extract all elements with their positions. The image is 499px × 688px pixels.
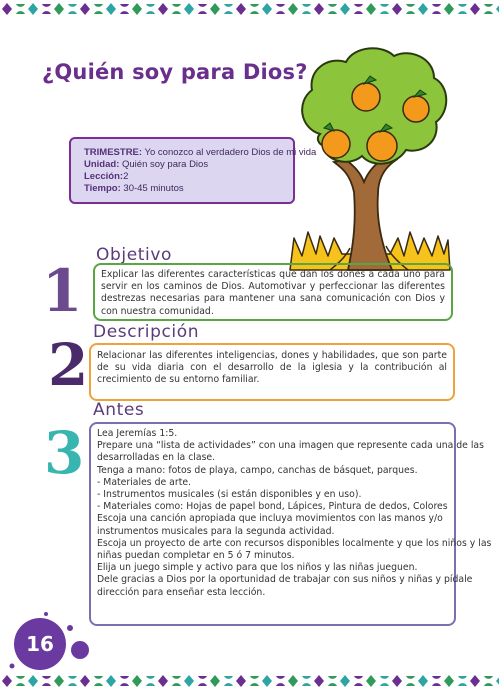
border-halfcircle [94,4,103,14]
antes-box [89,422,492,626]
border-halfcircle [68,4,77,14]
border-halfcircle [146,4,155,14]
border-halfcircle [406,4,415,14]
antes-line: Elija un juego simple y activo para que los niños y las niñas jueguen. [97,562,418,574]
antes-line: - Materiales de arte. [97,476,192,488]
antes-line: Escoja una canción apropiada que incluya movimientos con las manos y/o [97,513,443,525]
unidad-value: Quién soy para Dios [122,159,209,170]
border-diamond [314,675,324,687]
border-diamond [288,675,298,687]
border-diamond [236,675,246,687]
top-decorative-border [0,2,499,16]
border-diamond [314,3,324,15]
antes-line: - Instrumentos musicales (si están disponibles y en uso). [97,489,362,501]
orange-tree-illustration [290,42,450,272]
leccion-label: Lección: [84,171,124,182]
border-halfcircle [380,676,389,686]
border-halfcircle [42,4,51,14]
border-diamond [210,3,220,15]
border-diamond [340,675,350,687]
border-halfcircle [406,676,415,686]
antes-line: Prepare una “lista de actividades” con una imagen que represente cada una de las [97,440,484,452]
info-tiempo [84,183,283,195]
border-halfcircle [328,676,337,686]
border-halfcircle [458,676,467,686]
objetivo-text: Explicar las diferentes características que dan los dones a cada uno para servir en los caminos de Dios. Automotivar y perfeccionar las diferentes destrezas necesarias para mantener una sana comunicación con Dios y con nuestra comunidad. [101,269,445,317]
info-unidad [84,159,283,171]
border-halfcircle [380,4,389,14]
border-halfcircle [42,676,51,686]
tiempo-value: 30-45 minutos [123,183,184,194]
border-halfcircle [198,4,207,14]
border-diamond [80,675,90,687]
tree-trunk [334,158,396,270]
section-heading-antes: Antes [93,400,145,420]
border-diamond [340,3,350,15]
tiempo-label: Tiempo: [84,183,121,194]
border-halfcircle [458,4,467,14]
section-heading-descripcion: Descripción [93,322,200,342]
border-halfcircle [302,4,311,14]
antes-line: niñas puedan completar en 5 ó 7 minutos. [97,550,295,562]
border-halfcircle [224,676,233,686]
border-diamond [418,3,428,15]
border-halfcircle [328,4,337,14]
border-diamond [392,675,402,687]
border-diamond [210,675,220,687]
antes-line: instrumentos musicales para la segunda actividad. [97,525,335,537]
border-diamond [132,3,142,15]
unidad-label: Unidad: [84,159,120,170]
border-halfcircle [432,4,441,14]
border-diamond [54,675,64,687]
border-diamond [106,3,116,15]
border-halfcircle [172,4,181,14]
lesson-info-box [69,137,317,204]
descripcion-text: Relacionar las diferentes inteligencias, dones y habilidades, que son parte de su vida diaria con el desarrollo de la iglesia y la contribución al crecimiento de su entorno familiar. [97,350,447,386]
border-halfcircle [276,676,285,686]
border-diamond [2,675,12,687]
border-halfcircle [146,676,155,686]
border-halfcircle [250,4,259,14]
trimestre-label: TRIMESTRE: [84,147,143,158]
antes-line: Tenga a mano: fotos de playa, campo, canchas de básquet, parques. [97,464,418,476]
border-halfcircle [68,676,77,686]
border-halfcircle [276,4,285,14]
border-halfcircle [120,4,129,14]
antes-line: Lea Jeremías 1:5. [97,428,178,439]
info-leccion [84,171,283,183]
border-diamond [132,675,142,687]
border-diamond [28,3,38,15]
border-diamond [444,3,454,15]
leccion-value: 2 [123,171,129,182]
border-diamond [184,675,194,687]
border-diamond [158,3,168,15]
border-diamond [470,3,480,15]
antes-line: dirección para enseñar esta lección. [97,586,266,598]
border-halfcircle [484,4,493,14]
border-diamond [28,675,38,687]
page-number-badge [8,610,90,680]
border-diamond [2,3,12,15]
border-diamond [262,675,272,687]
border-halfcircle [120,676,129,686]
objetivo-box [93,263,453,321]
trimestre-value: Yo conozco al verdadero Dios de mi vida [144,147,317,158]
border-diamond [262,3,272,15]
border-diamond [366,3,376,15]
border-halfcircle [432,676,441,686]
antes-line: Dele gracias a Dios por la oportunidad de trabajar con sus niños y niñas y pídale [97,574,473,586]
border-diamond [80,3,90,15]
border-diamond [366,675,376,687]
border-diamond [392,3,402,15]
border-halfcircle [94,676,103,686]
border-diamond [54,3,64,15]
section-number-3: 3 [44,419,85,487]
descripcion-box [89,343,455,401]
border-diamond [418,675,428,687]
border-halfcircle [224,4,233,14]
border-diamond [470,675,480,687]
border-diamond [106,675,116,687]
border-halfcircle [16,676,25,686]
bottom-decorative-border [0,674,499,688]
border-diamond [288,3,298,15]
border-halfcircle [16,4,25,14]
page-number: 16 [14,618,66,670]
border-halfcircle [172,676,181,686]
border-diamond [444,675,454,687]
border-halfcircle [302,676,311,686]
border-halfcircle [354,676,363,686]
border-halfcircle [484,676,493,686]
border-halfcircle [198,676,207,686]
section-number-1: 1 [42,257,83,325]
antes-line: Escoja un proyecto de arte con recursos disponibles localmente y que los niños y las [97,537,492,549]
border-halfcircle [354,4,363,14]
border-diamond [236,3,246,15]
page-title: ¿Quién soy para Dios? [42,60,308,84]
section-heading-objetivo: Objetivo [96,245,173,265]
border-diamond [158,675,168,687]
antes-line: desarrolladas en la clase. [97,452,216,464]
section-number-2: 2 [48,331,89,399]
info-trimestre [84,147,317,159]
border-diamond [184,3,194,15]
border-halfcircle [250,676,259,686]
antes-line: - Materiales como: Hojas de papel bond, Lápices, Pintura de dedos, Colores [97,501,448,513]
